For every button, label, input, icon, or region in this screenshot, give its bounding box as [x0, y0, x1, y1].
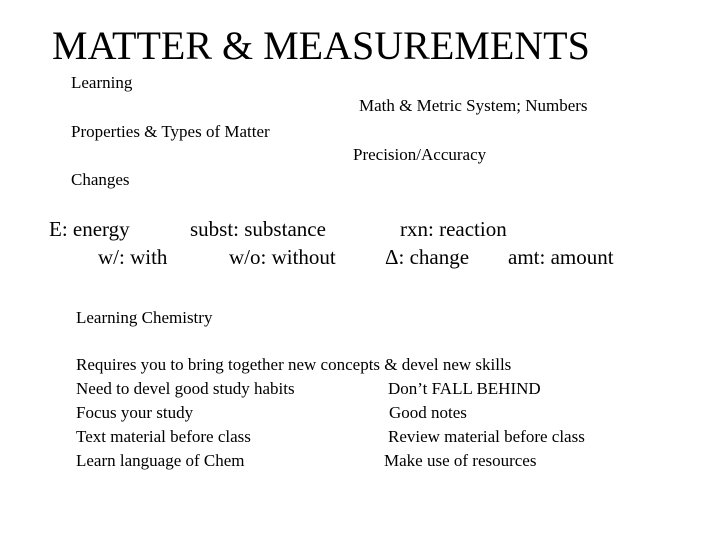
abbr-reaction: rxn: reaction: [400, 217, 507, 241]
abbr-substance: subst: substance: [190, 217, 326, 241]
tip-focus: Focus your study: [76, 403, 194, 422]
tip-resources: Make use of resources: [384, 451, 537, 470]
topic-properties: Properties & Types of Matter: [71, 122, 270, 141]
tip-language: Learn language of Chem: [76, 451, 245, 470]
abbr-energy: E: energy: [49, 217, 130, 241]
tip-requires: Requires you to bring together new concepts & devel new skills: [76, 355, 512, 374]
topic-math-metric: Math & Metric System; Numbers: [359, 96, 588, 115]
topic-learning: Learning: [71, 73, 133, 92]
tip-good-notes: Good notes: [389, 403, 467, 422]
tip-study-habits: Need to devel good study habits: [76, 379, 295, 398]
learning-chemistry-heading: Learning Chemistry: [76, 308, 213, 327]
topic-precision: Precision/Accuracy: [353, 145, 487, 164]
tip-review-material: Review material before class: [388, 427, 585, 446]
tip-dont-fall-behind: Don’t FALL BEHIND: [388, 379, 541, 398]
slide-title: MATTER & MEASUREMENTS: [52, 23, 590, 68]
abbr-without: w/o: without: [229, 245, 336, 269]
topic-changes: Changes: [71, 170, 130, 189]
tip-text-material: Text material before class: [76, 427, 251, 446]
abbr-with: w/: with: [98, 245, 168, 269]
abbr-amount: amt: amount: [508, 245, 614, 269]
abbr-change: Δ: change: [385, 245, 470, 269]
